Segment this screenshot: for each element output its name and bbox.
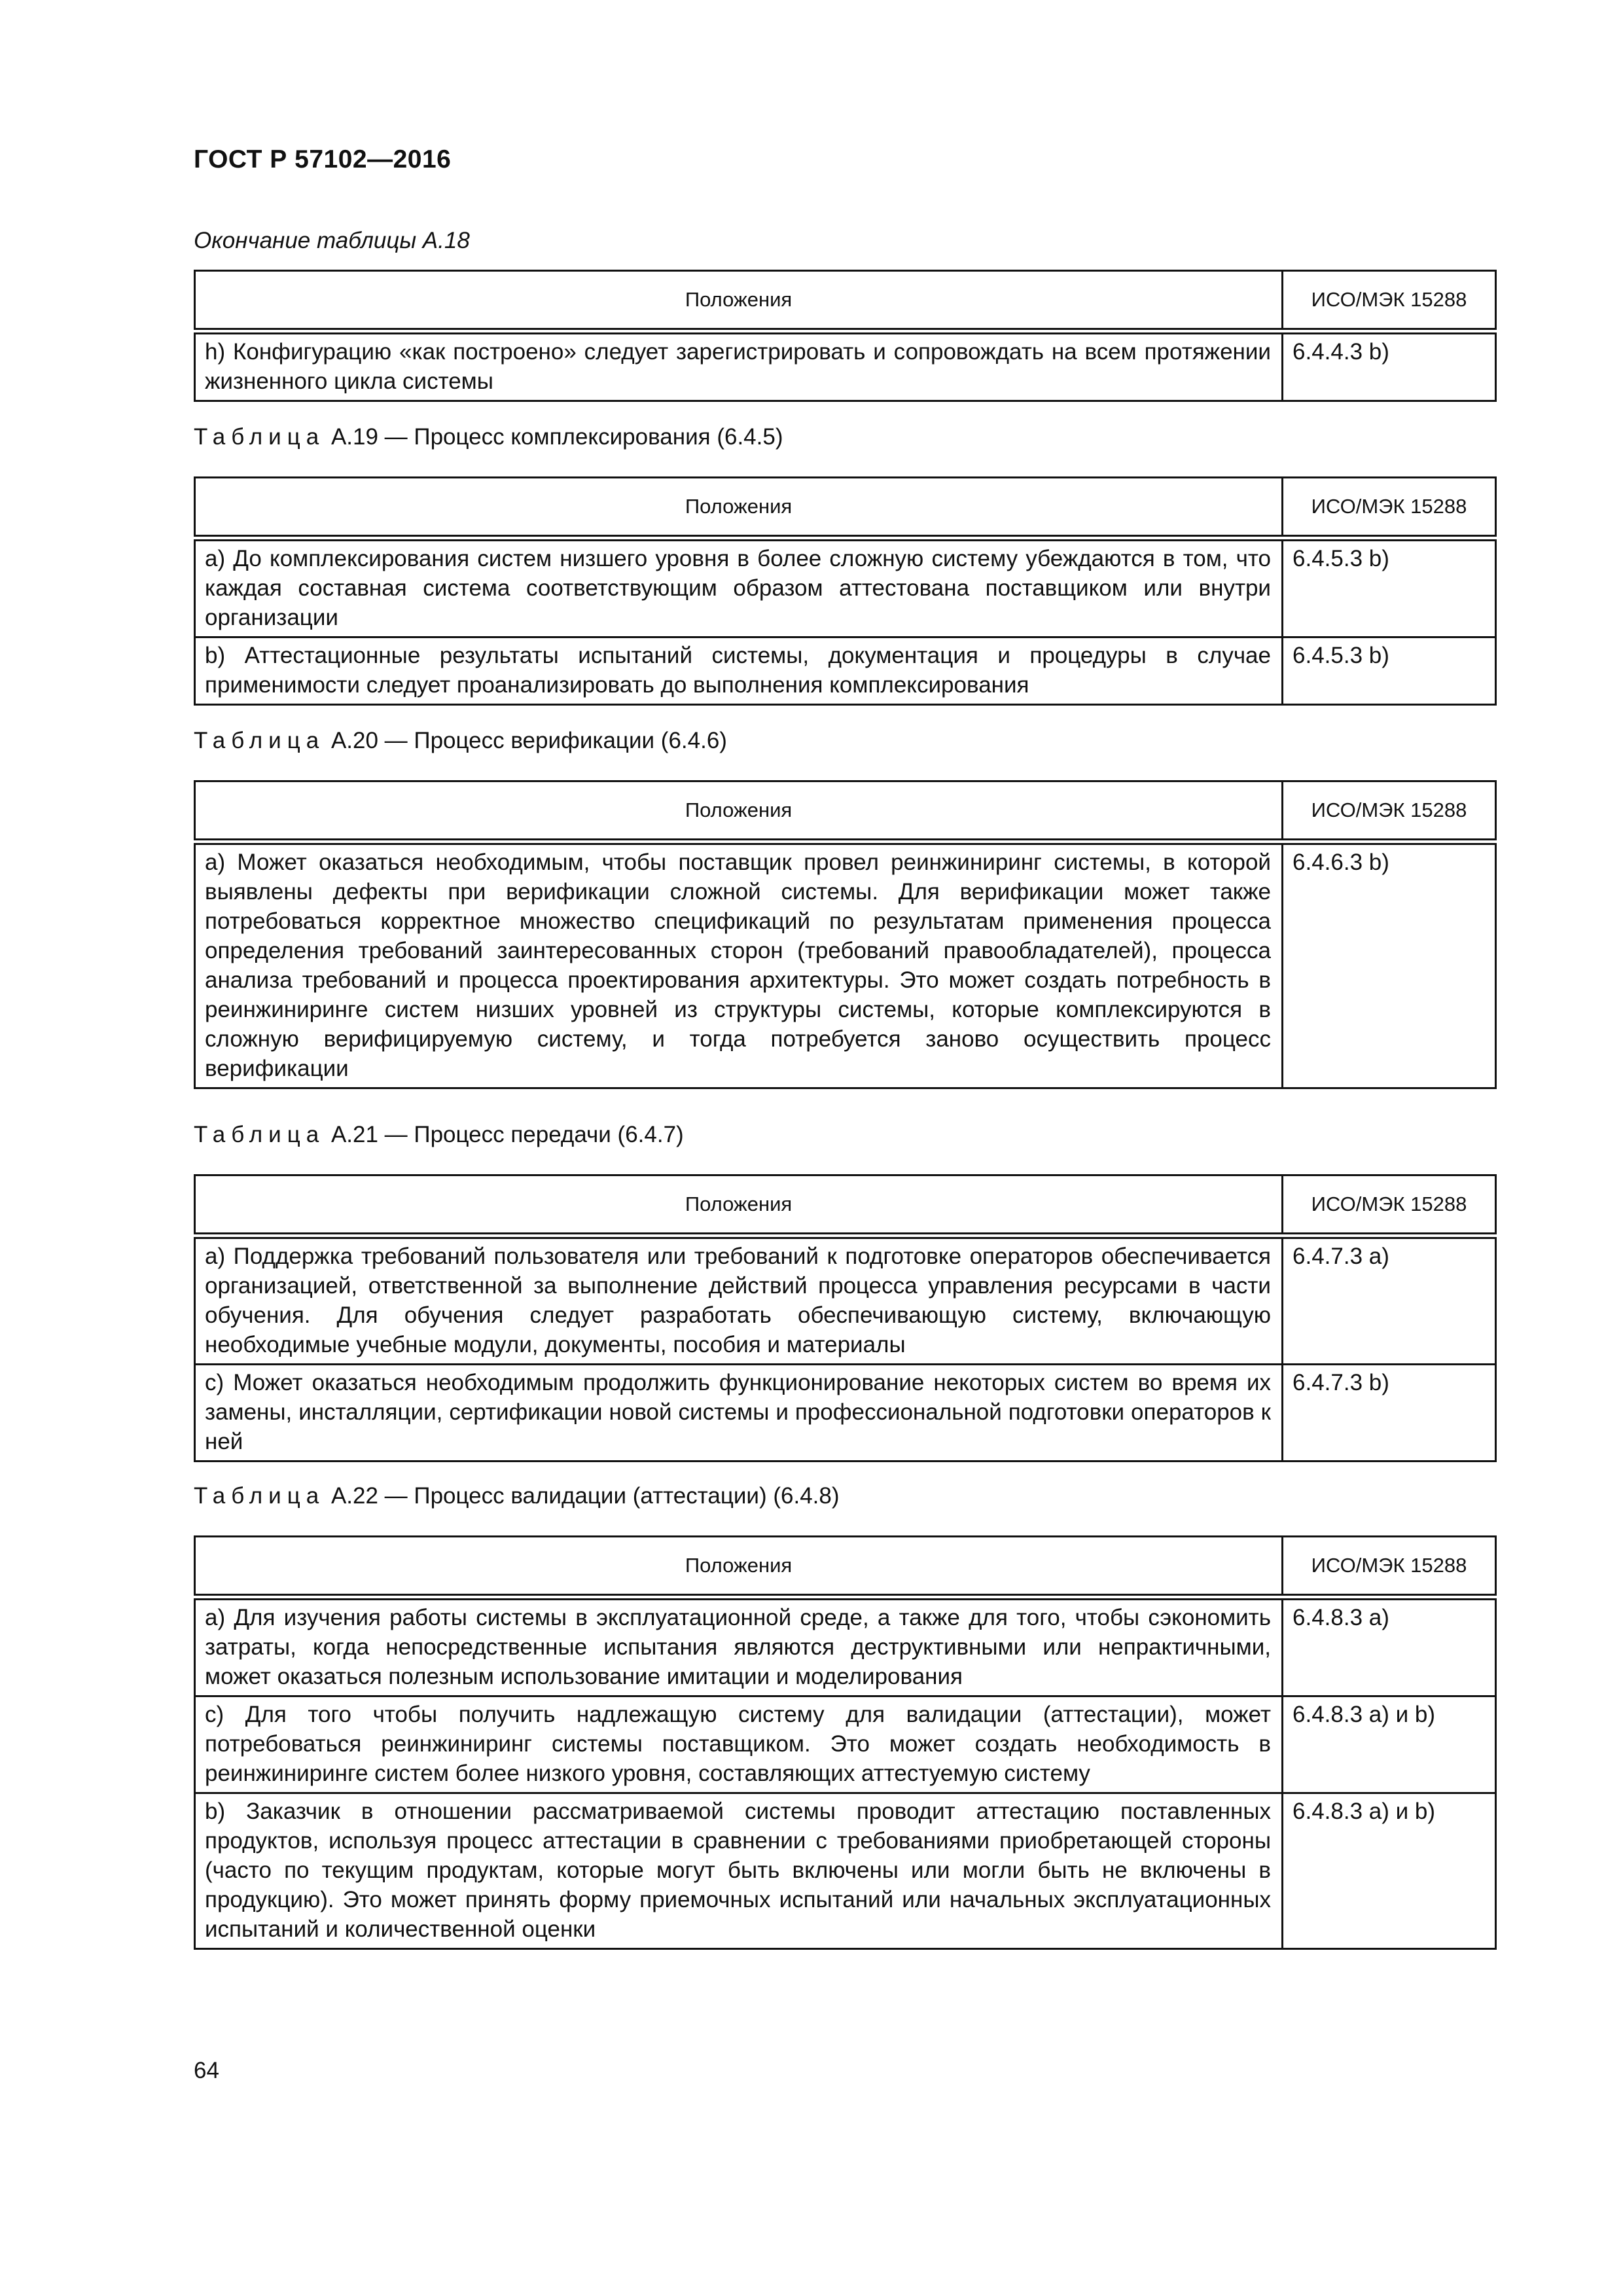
table-a19 <box>194 476 1497 706</box>
table-row <box>195 538 1496 637</box>
standard-reference: 6.4.4.3 b) <box>1283 331 1496 401</box>
table-row <box>195 1696 1496 1793</box>
table-caption-label: Таблица <box>194 1483 325 1509</box>
provision-text: a) Поддержка требований пользователя или требований к подготовке операторов обеспечивается организацией, ответственной за выполнение действий процесса управления ресурсами в части обучения. Для обучения следует разработать обеспечивающую систему, включающую необходимые учебные модули, документы, пособия и материалы <box>195 1236 1283 1365</box>
table-a20 <box>194 780 1497 1089</box>
table-caption-label: Таблица <box>194 728 325 753</box>
table-caption-title: А.19 — Процесс комплексирования (6.4.5) <box>325 424 783 450</box>
table-continuation-note: Окончание таблицы А.18 <box>194 228 470 253</box>
table-row <box>195 1793 1496 1948</box>
provision-text: c) Для того чтобы получить надлежащую систему для валидации (аттестации), может потребоваться реинжиниринг системы поставщиком. Это может создать необходимость в реинжиниринге систем более низкого уровня, составляющих аттестуемую систему <box>195 1696 1283 1793</box>
table-caption-a22 <box>194 1483 840 1509</box>
provision-text: b) Заказчик в отношении рассматриваемой системы проводит аттестацию поставленных продуктов, используя процесс аттестации в сравнении с требованиями приобретающей стороны (часто по текущим продуктам, которые могут быть включены или могли быть не включены в продукцию). Это может принять форму приемочных испытаний или начальных эксплуатационных испытаний и количественной оценки <box>195 1793 1283 1948</box>
table-caption-title: А.20 — Процесс верификации (6.4.6) <box>325 728 727 753</box>
table-caption-title: А.21 — Процесс передачи (6.4.7) <box>325 1122 684 1147</box>
provision-text: c) Может оказаться необходимым продолжить функционирование некоторых систем во время их замены, инсталляции, сертификации новой системы и профессиональной подготовки операторов к ней <box>195 1364 1283 1461</box>
standard-reference: 6.4.5.3 b) <box>1283 538 1496 637</box>
page-number: 64 <box>194 2058 219 2083</box>
column-header-provisions: Положения <box>195 478 1283 538</box>
column-header-provisions: Положения <box>195 1175 1283 1236</box>
standard-reference: 6.4.8.3 a) <box>1283 1597 1496 1696</box>
standard-reference: 6.4.8.3 a) и b) <box>1283 1793 1496 1948</box>
provision-text: a) До комплексирования систем низшего уровня в более сложную систему убеждаются в том, что каждая составная система соответствующим образом аттестована поставщиком или внутри организации <box>195 538 1283 637</box>
provision-text: a) Может оказаться необходимым, чтобы поставщик провел реинжиниринг системы, в которой выявлены дефекты при верификации сложной системы. Для верификации может также потребоваться корректное множество спецификаций по результатам применения процесса определения требований заинтересованных сторон (требований правообладателей), процесса анализа требований и процесса проектирования архитектуры. Это может создать потребность в реинжиниринге систем низших уровней из структуры системы, которые комплексируются в сложную верифицируемую систему, и тогда потребуется заново осуществить процесс верификации <box>195 842 1283 1088</box>
standard-reference: 6.4.5.3 b) <box>1283 637 1496 704</box>
table-row <box>195 331 1496 401</box>
column-header-standard: ИСО/МЭК 15288 <box>1283 478 1496 538</box>
standard-reference: 6.4.7.3 b) <box>1283 1364 1496 1461</box>
column-header-standard: ИСО/МЭК 15288 <box>1283 1175 1496 1236</box>
table-row <box>195 1597 1496 1696</box>
table-a18 <box>194 270 1497 402</box>
document-header: ГОСТ Р 57102—2016 <box>194 145 452 173</box>
table-caption-title: А.22 — Процесс валидации (аттестации) (6.4.8) <box>325 1483 840 1509</box>
column-header-provisions: Положения <box>195 781 1283 842</box>
table-caption-a20 <box>194 728 727 754</box>
table-a22 <box>194 1535 1497 1950</box>
provision-text: b) Аттестационные результаты испытаний системы, документация и процедуры в случае применимости следует проанализировать до выполнения комплексирования <box>195 637 1283 704</box>
table-caption-a19 <box>194 424 783 450</box>
table-a21 <box>194 1174 1497 1462</box>
table-row <box>195 842 1496 1088</box>
column-header-provisions: Положения <box>195 1537 1283 1597</box>
table-caption-label: Таблица <box>194 424 325 450</box>
column-header-standard: ИСО/МЭК 15288 <box>1283 781 1496 842</box>
provision-text: h) Конфигурацию «как построено» следует зарегистрировать и сопровождать на всем протяжении жизненного цикла системы <box>195 331 1283 401</box>
column-header-standard: ИСО/МЭК 15288 <box>1283 1537 1496 1597</box>
column-header-standard: ИСО/МЭК 15288 <box>1283 271 1496 331</box>
column-header-provisions: Положения <box>195 271 1283 331</box>
standard-reference: 6.4.6.3 b) <box>1283 842 1496 1088</box>
standard-reference: 6.4.7.3 a) <box>1283 1236 1496 1365</box>
table-row <box>195 1236 1496 1365</box>
standard-reference: 6.4.8.3 a) и b) <box>1283 1696 1496 1793</box>
provision-text: a) Для изучения работы системы в эксплуатационной среде, а также для того, чтобы сэкономить затраты, когда непосредственные испытания являются деструктивными или непрактичными, может оказаться полезным использование имитации и моделирования <box>195 1597 1283 1696</box>
table-caption-label: Таблица <box>194 1122 325 1147</box>
table-row <box>195 637 1496 704</box>
table-caption-a21 <box>194 1122 684 1148</box>
table-row <box>195 1364 1496 1461</box>
